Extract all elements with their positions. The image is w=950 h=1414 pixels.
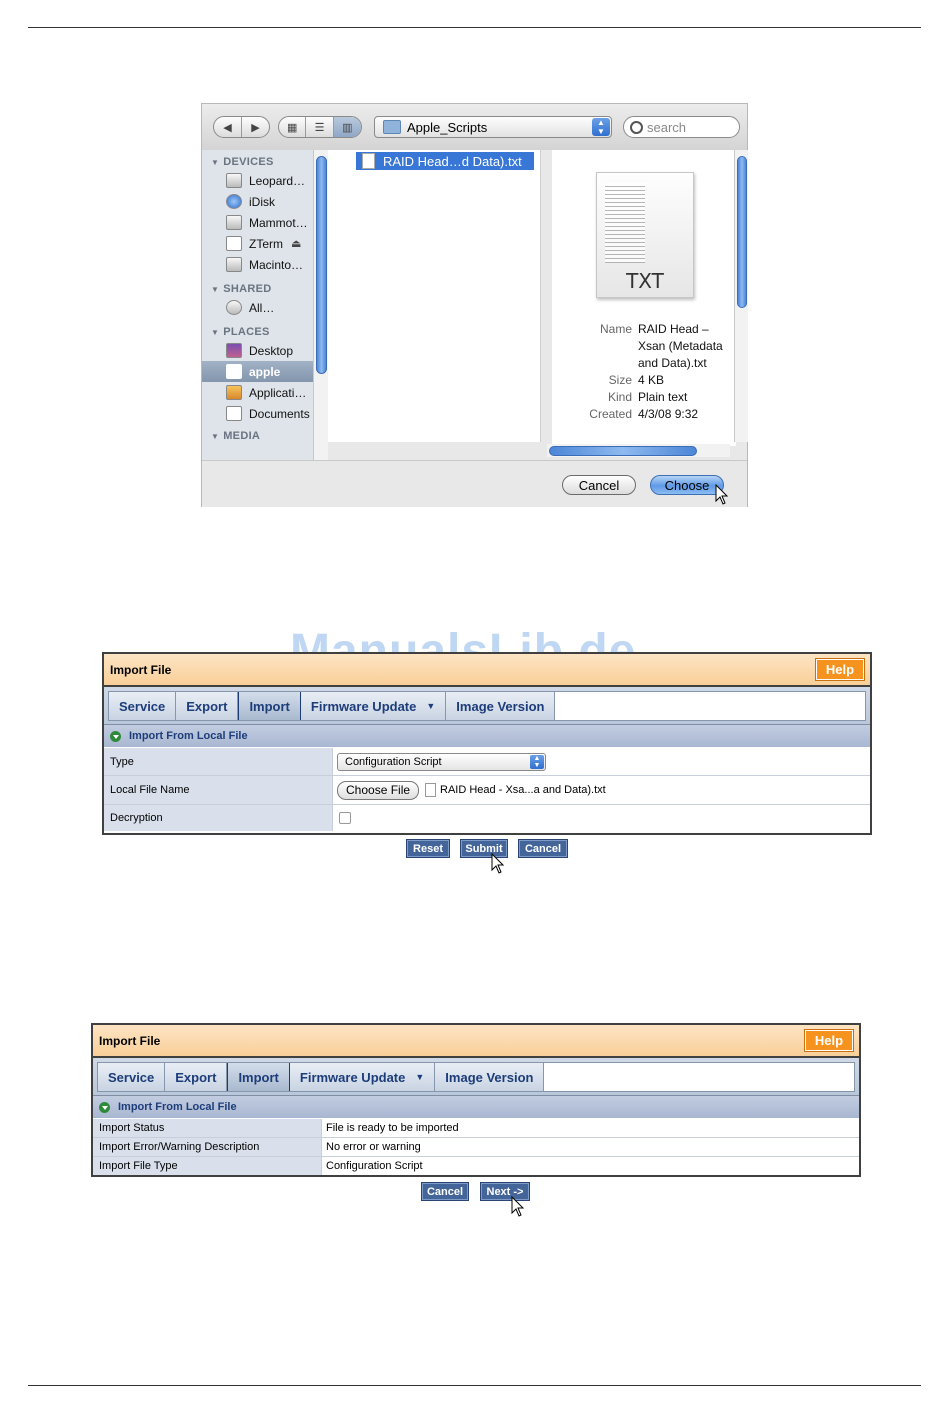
- sidebar-item-applications[interactable]: Applicati…: [202, 382, 313, 403]
- import-file-type-label: Import File Type: [93, 1157, 322, 1175]
- file-size-value: 4 KB: [638, 373, 665, 387]
- section-header[interactable]: Import From Local File: [93, 1096, 859, 1119]
- dropdown-arrow-icon: ▼: [415, 1072, 425, 1082]
- dialog-button-bar: [202, 460, 747, 507]
- tab-firmware-update[interactable]: Firmware Update ▼: [290, 1063, 435, 1091]
- eject-icon[interactable]: ⏏: [291, 238, 302, 250]
- tab-image-version[interactable]: Image Version: [435, 1063, 544, 1091]
- file-icon: [425, 783, 436, 797]
- text-file-icon: [362, 153, 375, 169]
- import-error-label: Import Error/Warning Description: [93, 1138, 322, 1156]
- disk-image-icon: [226, 236, 242, 251]
- column-view-icon[interactable]: ▥: [334, 117, 361, 137]
- documents-icon: [226, 406, 242, 421]
- sidebar-item-desktop[interactable]: Desktop: [202, 340, 313, 361]
- horizontal-scroll-thumb[interactable]: [549, 446, 697, 456]
- decryption-checkbox[interactable]: [339, 812, 351, 824]
- forward-arrow-icon[interactable]: ▶: [251, 121, 260, 134]
- select-arrows-icon: ▲ ▼: [530, 755, 544, 769]
- sidebar-item-mammoth[interactable]: Mammot…: [202, 212, 313, 233]
- reset-button[interactable]: Reset: [406, 839, 450, 858]
- view-mode-control: [278, 116, 362, 138]
- import-file-panel-status: [91, 1023, 861, 1177]
- applications-icon: [226, 385, 242, 400]
- sidebar-section-devices[interactable]: ▼ DEVICES: [211, 156, 274, 168]
- tab-service[interactable]: Service: [98, 1063, 165, 1091]
- import-error-value: No error or warning: [322, 1138, 859, 1156]
- import-status-value: File is ready to be imported: [322, 1119, 859, 1137]
- column-0: [328, 150, 353, 442]
- tab-bar: [104, 687, 870, 725]
- sidebar-section-shared[interactable]: ▼ SHARED: [211, 283, 272, 295]
- sidebar-section-places[interactable]: ▼ PLACES: [211, 326, 270, 338]
- sidebar-item-idisk[interactable]: iDisk: [202, 191, 313, 212]
- tab-bar: [93, 1058, 859, 1096]
- tab-image-version[interactable]: Image Version: [446, 692, 555, 720]
- home-icon: [226, 364, 242, 379]
- txt-document-icon: TXT: [596, 172, 694, 298]
- search-field[interactable]: [623, 116, 740, 138]
- file-open-dialog: [201, 103, 748, 507]
- dialog-toolbar: [202, 104, 747, 150]
- help-button[interactable]: Help: [816, 659, 864, 680]
- sidebar-item-macintosh[interactable]: Macinto…: [202, 254, 313, 275]
- search-placeholder: search: [647, 119, 687, 135]
- tab-firmware-update[interactable]: Firmware Update ▼: [301, 692, 446, 720]
- selected-file-row[interactable]: RAID Head…d Data).txt: [356, 152, 534, 170]
- sidebar-item-leopard[interactable]: Leopard…: [202, 170, 313, 191]
- choose-button[interactable]: Choose: [650, 475, 724, 495]
- back-arrow-icon[interactable]: ◀: [214, 117, 242, 137]
- section-header[interactable]: Import From Local File: [104, 725, 870, 748]
- cancel-button[interactable]: Cancel: [562, 475, 636, 495]
- idisk-icon: [226, 194, 242, 209]
- sidebar-item-documents[interactable]: Documents: [202, 403, 313, 424]
- tab-export[interactable]: Export: [176, 692, 238, 720]
- collapse-icon[interactable]: [99, 1102, 110, 1113]
- preview-scrollbar[interactable]: [734, 150, 748, 442]
- list-view-icon[interactable]: ☰: [306, 117, 333, 137]
- tab-service[interactable]: Service: [109, 692, 176, 720]
- local-file-label: Local File Name: [104, 776, 333, 804]
- folder-icon: [383, 120, 401, 134]
- import-file-type-value: Configuration Script: [322, 1157, 859, 1175]
- type-select[interactable]: Configuration Script ▲ ▼: [337, 753, 546, 771]
- drive-icon: [226, 257, 242, 272]
- desktop-icon: [226, 343, 242, 358]
- panel-title-bar: [104, 654, 870, 687]
- dropdown-arrow-icon: ▼: [426, 701, 436, 711]
- file-kind-value: Plain text: [638, 390, 688, 404]
- sidebar-scrollbar[interactable]: [313, 150, 328, 460]
- location-label: Apple_Scripts: [407, 119, 488, 135]
- collapse-icon[interactable]: [110, 731, 121, 742]
- drive-icon: [226, 173, 242, 188]
- file-name-value: RAID Head – Xsan (Metadata and Data).txt: [638, 322, 723, 370]
- column-1: [352, 150, 541, 442]
- network-icon: [226, 300, 242, 315]
- decryption-label: Decryption: [104, 805, 333, 831]
- drive-icon: [226, 215, 242, 230]
- icon-view-icon[interactable]: ▦: [279, 117, 306, 137]
- sidebar-section-media[interactable]: ▼ MEDIA: [211, 430, 261, 442]
- tab-import[interactable]: Import: [238, 692, 300, 720]
- panel-title-bar: [93, 1025, 859, 1058]
- popup-arrows-icon: ▲ ▼: [592, 118, 610, 136]
- sidebar-scroll-thumb[interactable]: [316, 156, 327, 374]
- horizontal-scrollbar[interactable]: [547, 444, 730, 457]
- file-info: Name RAID Head – Xsan (Metadata and Data).txt Size 4 KB Kind Plain text Created 4/3/08 9:32: [552, 321, 736, 423]
- bottom-rule: [28, 1385, 921, 1386]
- tab-import[interactable]: Import: [227, 1063, 289, 1091]
- search-icon: [630, 121, 643, 134]
- panel-title: Import File: [110, 662, 172, 677]
- sidebar-item-all[interactable]: All…: [202, 297, 313, 318]
- submit-button[interactable]: Submit: [460, 839, 508, 858]
- file-created-value: 4/3/08 9:32: [638, 407, 699, 421]
- sidebar-item-zterm[interactable]: ZTerm ⏏: [202, 233, 313, 254]
- sidebar-item-apple[interactable]: apple: [202, 361, 313, 382]
- preview-scroll-thumb[interactable]: [737, 156, 747, 308]
- choose-file-button[interactable]: Choose File: [337, 781, 419, 800]
- dialog-sidebar: [202, 150, 313, 460]
- help-button[interactable]: Help: [805, 1030, 853, 1051]
- type-label: Type: [104, 748, 333, 775]
- panel-title: Import File: [99, 1033, 161, 1048]
- cancel-button[interactable]: Cancel: [518, 839, 568, 858]
- selected-file-name: RAID Head - Xsa...a and Data).txt: [440, 784, 606, 796]
- import-file-panel: [102, 652, 872, 835]
- file-preview-pane: [552, 150, 736, 446]
- import-status-label: Import Status: [93, 1119, 322, 1137]
- tab-export[interactable]: Export: [165, 1063, 227, 1091]
- back-forward-control: [213, 116, 270, 138]
- cancel-button[interactable]: Cancel: [421, 1182, 469, 1201]
- top-rule: [28, 27, 921, 28]
- location-popup[interactable]: [374, 116, 612, 138]
- next-button[interactable]: Next ->: [480, 1182, 530, 1201]
